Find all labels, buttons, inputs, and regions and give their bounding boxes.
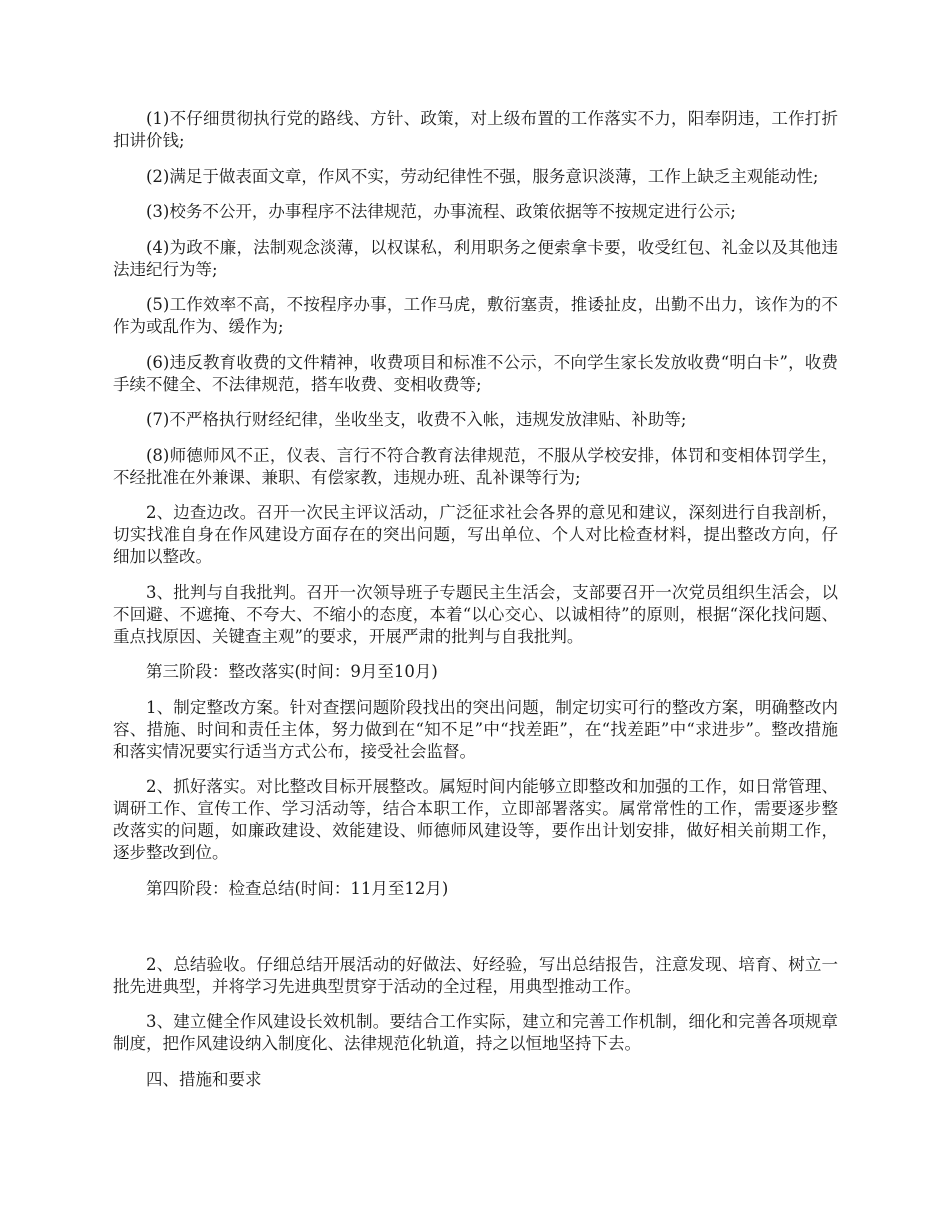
paragraph-rectification-plan: 1、制定整改方案。针对查摆问题阶段找出的突出问题，制定切实可行的整改方案，明确整改内容、措施、时间和责任主体，努力做到在“知不足”中“找差距”，在“找差距”中“求进步”。整改措施和落实情况要实行适当方式公布，接受社会监督。	[113, 697, 838, 761]
paragraph-summary: 2、总结验收。仔细总结开展活动的好做法、好经验，写出总结报告，注意发现、培育、树立一批先进典型，并将学习先进典型贯穿于活动的全过程，用典型推动工作。	[113, 954, 838, 996]
paragraph-check-and-fix: 2、边查边改。召开一次民主评议活动，广泛征求社会各界的意见和建议，深刻进行自我剖析，切实找准自身在作风建设方面存在的突出问题，写出单位、个人对比检查材料，提出整改方向，仔细加以整改。	[113, 503, 838, 566]
document-body	[113, 108, 838, 1104]
paragraph-item-6: (6)违反教育收费的文件精神，收费项目和标准不公示，不向学生家长发放收费“明白卡”，收费手续不健全、不法律规范，搭车收费、变相收费等;	[113, 352, 838, 394]
paragraph-item-8: (8)师德师风不正，仪表、言行不符合教育法律规范，不服从学校安排，体罚和变相体罚学生，不经批准在外兼课、兼职、有偿家教，违规办班、乱补课等行为;	[113, 445, 838, 487]
paragraph-item-3: (3)校务不公开，办事程序不法律规范，办事流程、政策依据等不按规定进行公示;	[146, 202, 736, 221]
paragraph-item-2: (2)满足于做表面文章，作风不实，劳动纪律性不强，服务意识淡薄，工作上缺乏主观能动性;	[146, 166, 819, 186]
paragraph-item-7: (7)不严格执行财经纪律，坐收坐支，收费不入帐，违规发放津贴、补助等;	[146, 410, 687, 429]
paragraph-criticism: 3、批判与自我批判。召开一次领导班子专题民主生活会，支部要召开一次党员组织生活会，以不回避、不遮掩、不夸大、不缩小的态度，本着“以心交心、以诚相待”的原则，根据“深化找问题、重点找原因、关键查主观”的要求，开展严肃的批判与自我批判。	[113, 582, 838, 646]
paragraph-long-term-mechanism: 3、建立健全作风建设长效机制。要结合工作实际，建立和完善工作机制，细化和完善各项规章制度，把作风建设纳入制度化、法律规范化轨道，持之以恒地坚持下去。	[113, 1012, 838, 1053]
section-heading-measures: 四、措施和要求	[146, 1069, 262, 1089]
section-heading-stage-four: 第四阶段：检查总结(时间：11月至12月)	[146, 878, 449, 898]
paragraph-item-1: (1)不仔细贯彻执行党的路线、方针、政策，对上级布置的工作落实不力，阳奉阴违，工作打折扣讲价钱;	[113, 109, 838, 150]
paragraph-item-4: (4)为政不廉，法制观念淡薄，以权谋私，利用职务之便索拿卡要，收受红包、礼金以及其他违法违纪行为等;	[113, 237, 838, 279]
paragraph-implementation: 2、抓好落实。对比整改目标开展整改。属短时间内能够立即整改和加强的工作，如日常管理、调研工作、宣传工作、学习活动等，结合本职工作，立即部署落实。属常常性的工作，需要逐步整改落实的问题，如廉政建设、效能建设、师德师风建设等，要作出计划安排，做好相关前期工作，逐步整改到位。	[113, 777, 838, 862]
section-heading-stage-three: 第三阶段：整改落实(时间：9月至10月)	[146, 662, 438, 681]
paragraph-item-5: (5)工作效率不高，不按程序办事，工作马虎，敷衍塞责，推诿扯皮，出勤不出力，该作为的不作为或乱作为、缓作为;	[113, 295, 838, 336]
